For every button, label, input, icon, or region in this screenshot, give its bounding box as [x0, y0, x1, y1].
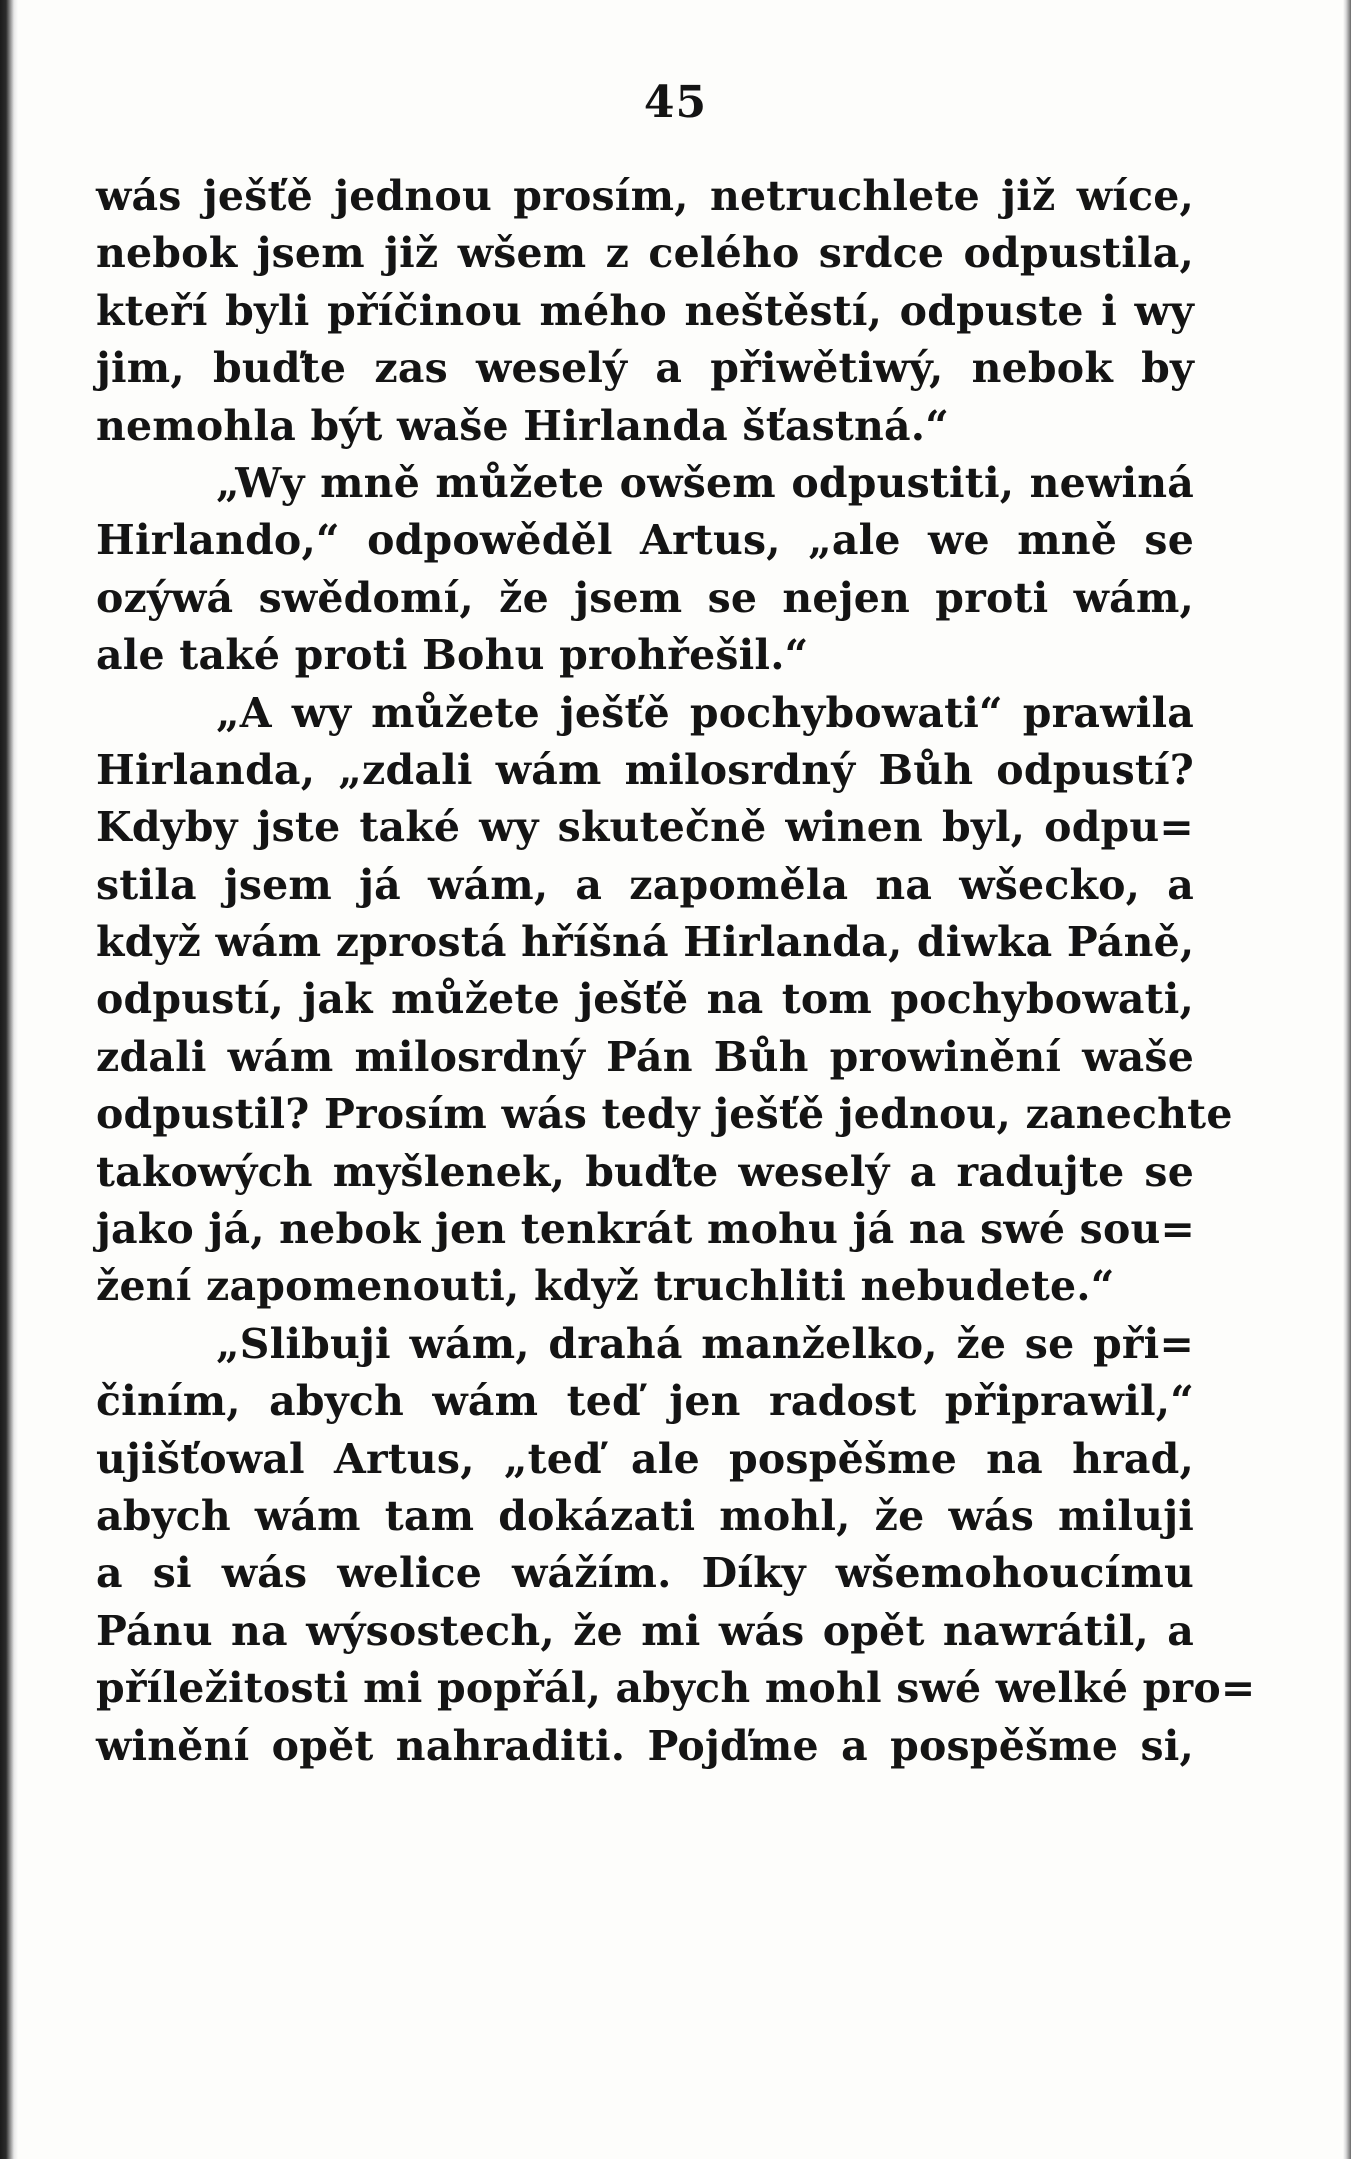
text-line: zdali wám milosrdný Pán Bůh prowinění waše — [96, 1032, 1194, 1081]
text-line: příležitosti mi popřál, abych mohl swé welké pro= — [96, 1664, 1256, 1713]
text-line: odpustí, jak můžete ješťě na tom pochybowati, — [96, 975, 1194, 1024]
text-line: Hirlando,“ odpowěděl Artus, „ale we mně se — [96, 516, 1194, 565]
page-number: 45 — [643, 77, 708, 128]
text-line: žení zapomenouti, když truchliti nebudete.“ — [96, 1262, 1115, 1311]
text-line: kteří byli příčinou mého neštěstí, odpuste i wy — [96, 286, 1194, 335]
text-line: winění opět nahraditi. Pojďme a pospěšme si, — [96, 1721, 1194, 1770]
text-line: jako já, nebok jen tenkrát mohu já na swé sou= — [96, 1205, 1196, 1254]
text-line: nemohla být waše Hirlanda šťastná.“ — [96, 401, 950, 450]
text-line: ujišťowal Artus, „teď ale pospěšme na hrad, — [96, 1434, 1194, 1483]
text-line: odpustil? Prosím wás tedy ješťě jednou, zanechte — [96, 1090, 1233, 1139]
text-line: a si wás welice wážím. Díky wšemohoucímu — [96, 1549, 1194, 1598]
text-line: Hirlanda, „zdali wám milosrdný Bůh odpustí? — [96, 745, 1194, 794]
body-text — [96, 168, 1256, 1775]
text-line: když wám zprostá hříšná Hirlanda, diwka Páně, — [96, 918, 1195, 967]
text-line: ale také proti Bohu prohřešil.“ — [96, 631, 809, 680]
page-outer-edge — [1343, 0, 1351, 2159]
text-line: „Wy mně můžete owšem odpustiti, newiná — [216, 458, 1194, 507]
text-line: nebok jsem již wšem z celého srdce odpustila, — [96, 229, 1194, 278]
text-line: wás ješťě jednou prosím, netruchlete již wíce, — [96, 172, 1194, 220]
text-line: takowých myšlenek, buďte weselý a radujte se — [96, 1147, 1194, 1196]
text-line: činím, abych wám teď jen radost připrawil,“ — [96, 1377, 1194, 1426]
text-line: jim, buďte zas weselý a přiwětiwý, nebok by — [96, 344, 1194, 393]
text-line: Pánu na wýsostech, že mi wás opět nawrátil, a — [96, 1606, 1194, 1655]
text-line: abych wám tam dokázati mohl, že wás miluji — [96, 1491, 1194, 1540]
text-line: „Slibuji wám, drahá manželko, že se při= — [216, 1319, 1194, 1368]
text-line: „A wy můžete ješťě pochybowati“ prawila — [216, 688, 1194, 737]
text-line: Kdyby jste také wy skutečně winen byl, odpu= — [96, 803, 1194, 852]
text-line: stila jsem já wám, a zapoměla na wšecko, a — [96, 860, 1194, 909]
text-line: ozýwá swědomí, že jsem se nejen proti wám, — [96, 573, 1194, 622]
page-binding-edge — [0, 0, 18, 2159]
